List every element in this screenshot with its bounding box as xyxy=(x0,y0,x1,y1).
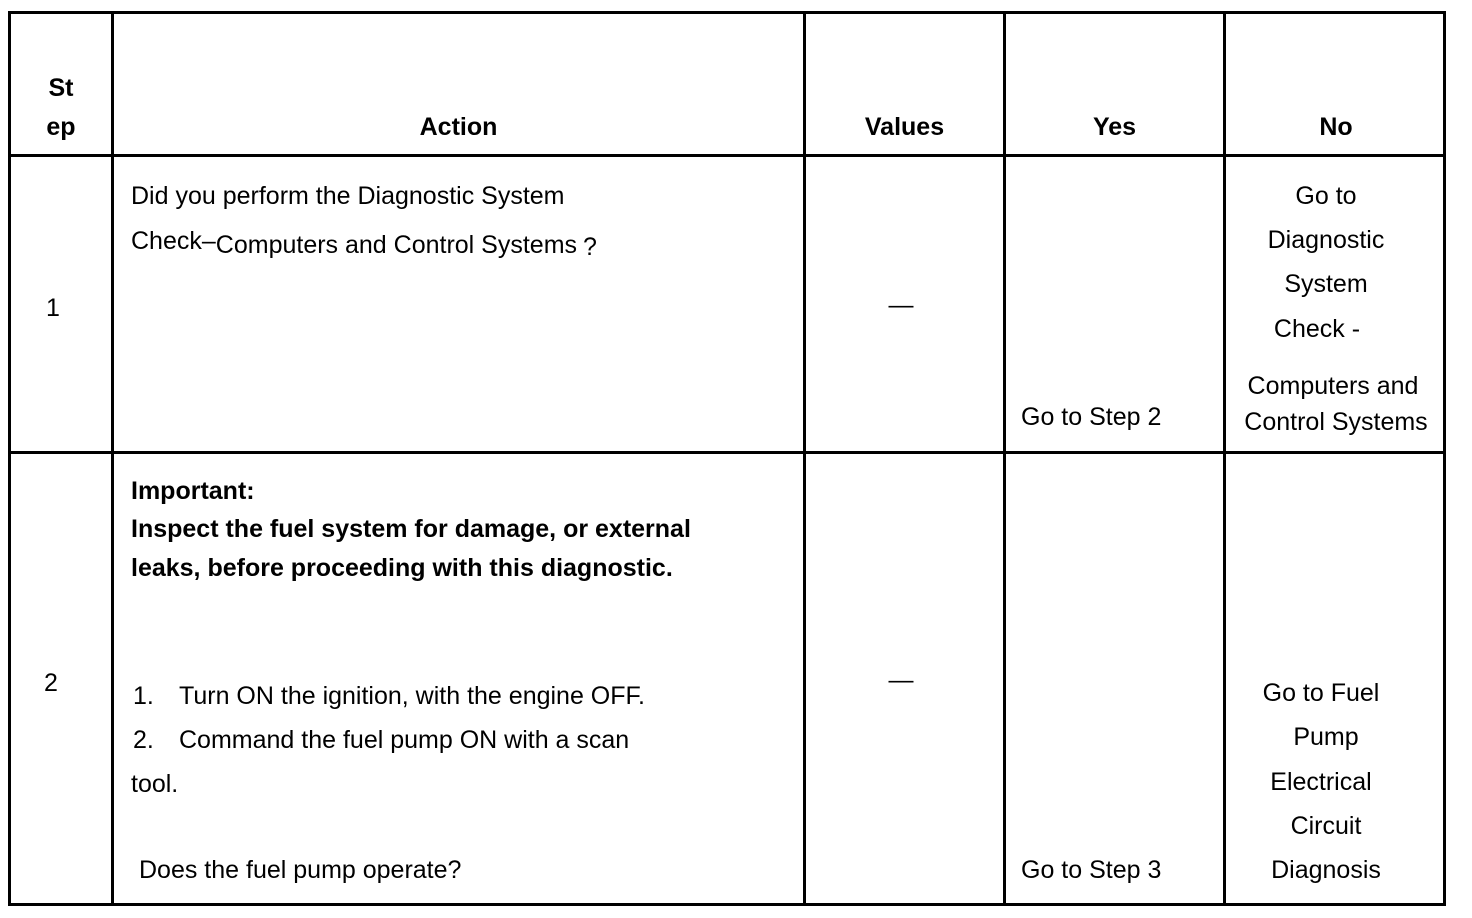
diagnostic-table xyxy=(8,11,1446,906)
no-cell-line: Check - xyxy=(1273,315,1361,343)
list-item: Command the fuel pump ON with a scan xyxy=(179,726,630,754)
header-values: Values xyxy=(864,113,945,141)
list-number: 1. xyxy=(133,682,154,710)
header-yes: Yes xyxy=(1092,113,1137,141)
no-cell-line: Computers and xyxy=(1247,372,1419,400)
no-cell-line: System xyxy=(1284,270,1368,298)
action-text xyxy=(131,226,597,261)
action-link-text: Computers and Control Systems xyxy=(215,231,578,259)
no-cell-line: Pump xyxy=(1293,723,1359,751)
header-step-line1: St xyxy=(48,74,74,102)
action-dash: – xyxy=(201,227,216,255)
no-cell-line: Electrical xyxy=(1270,768,1372,796)
important-label: Important: xyxy=(131,477,255,505)
column-divider xyxy=(111,14,114,903)
list-number: 2. xyxy=(133,726,154,754)
yes-cell: Go to Step 3 xyxy=(1021,856,1162,884)
important-text: leaks, before proceeding with this diagnostic. xyxy=(131,554,673,582)
question-text: Does the fuel pump operate? xyxy=(139,856,462,884)
yes-cell: Go to Step 2 xyxy=(1021,403,1162,431)
no-cell-line: Go to Fuel xyxy=(1262,679,1380,707)
action-text-part: Check xyxy=(131,227,202,255)
header-no: No xyxy=(1319,113,1353,141)
step-number: 1 xyxy=(46,294,60,322)
list-item: Turn ON the ignition, with the engine OFF. xyxy=(179,682,645,710)
column-divider xyxy=(803,14,806,903)
list-item-continuation: tool. xyxy=(131,770,179,798)
values-cell: — xyxy=(888,291,914,319)
row-divider xyxy=(11,154,1443,157)
header-action: Action xyxy=(419,113,498,141)
action-text: Did you perform the Diagnostic System xyxy=(131,182,565,210)
no-cell-line: Go to xyxy=(1295,182,1357,210)
important-text: Inspect the fuel system for damage, or external xyxy=(131,515,691,543)
row-divider xyxy=(11,451,1443,454)
no-cell-line: Circuit xyxy=(1290,812,1362,840)
column-divider xyxy=(1003,14,1006,903)
header-step-line2: ep xyxy=(46,113,76,141)
no-cell-line: Diagnosis xyxy=(1271,856,1381,884)
no-cell-line: Diagnostic xyxy=(1267,226,1385,254)
values-cell: — xyxy=(888,666,914,694)
no-cell-line: Control Systems xyxy=(1244,408,1428,436)
step-number: 2 xyxy=(44,669,58,697)
action-question-mark: ? xyxy=(583,233,597,261)
